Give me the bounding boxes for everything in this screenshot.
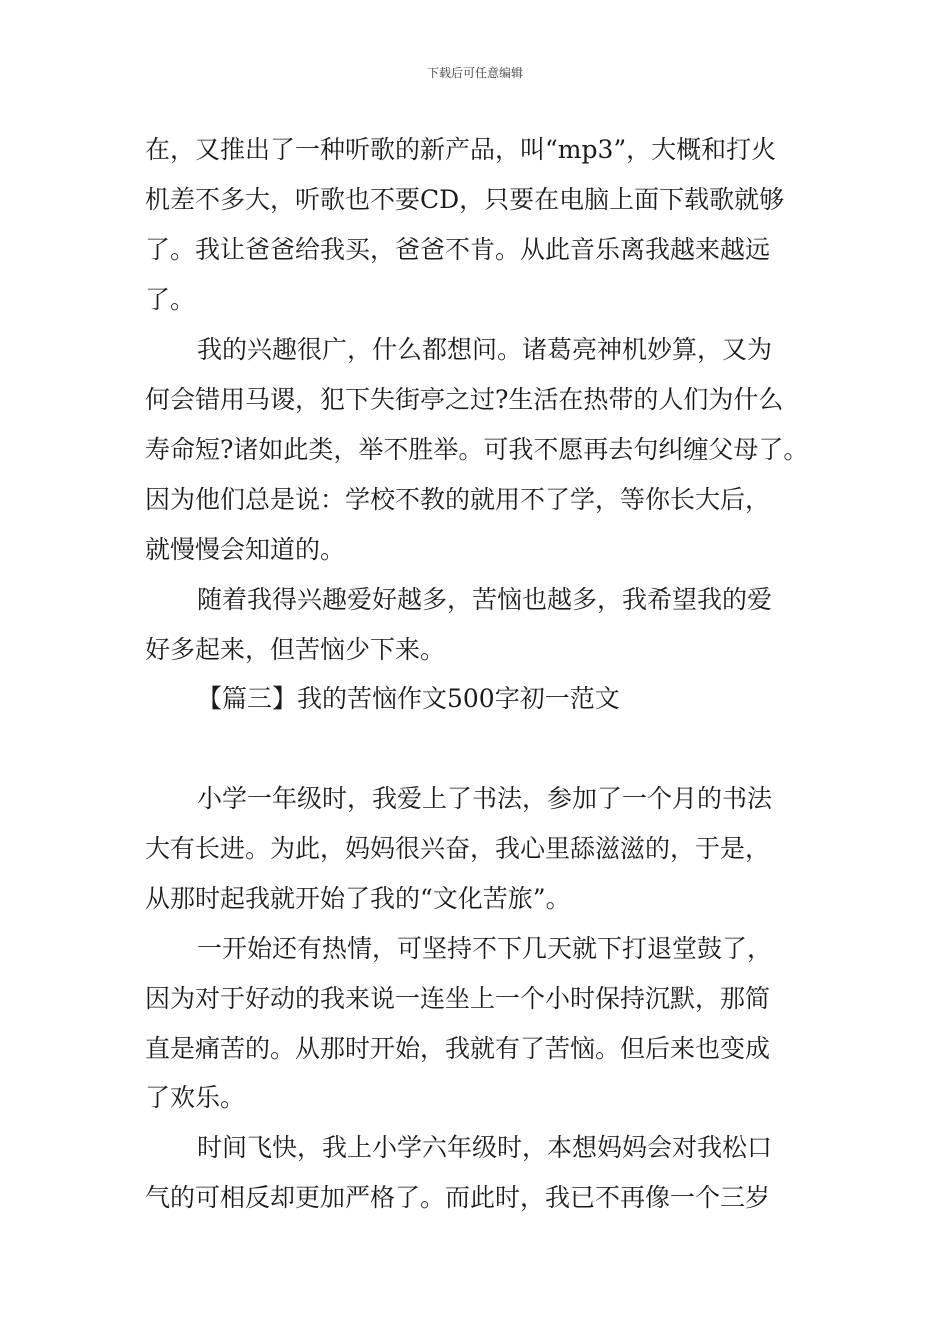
text-line: 寿命短?诸如此类，举不胜举。可我不愿再去句纠缠父母了。	[145, 435, 809, 464]
text-line: 我的兴趣很广，什么都想问。诸葛亮神机妙算，又为	[197, 335, 773, 364]
text-line: 在，又推出了一种听歌的新产品，叫“mp3”，大概和打火	[145, 135, 777, 164]
page-header: 下载后可任意编辑	[426, 66, 523, 80]
text-line: 大有长进。为此，妈妈很兴奋，我心里舔滋滋的，于是，	[145, 834, 771, 863]
text-line: 了。	[145, 285, 196, 314]
text-line: 好多起来，但苦恼少下来。	[145, 635, 446, 664]
text-line: 机差不多大，听歌也不要CD，只要在电脑上面下载歌就够	[145, 185, 785, 214]
text-line: 就慢慢会知道的。	[145, 535, 346, 564]
text-line: 时间飞快，我上小学六年级时，本想妈妈会对我松口	[197, 1133, 773, 1162]
text-line: 一开始还有热情，可坚持不下几天就下打退堂鼓了，	[197, 934, 773, 963]
text-line: 随着我得兴趣爱好越多，苦恼也越多，我希望我的爱	[197, 585, 773, 614]
text-line: 了欢乐。	[145, 1083, 246, 1112]
text-line: 因为对于好动的我来说一连坐上一个小时保持沉默，那简	[145, 984, 771, 1013]
text-line: 小学一年级时，我爱上了书法，参加了一个月的书法	[197, 784, 773, 813]
text-line: 了。我让爸爸给我买，爸爸不肯。从此音乐离我越来越远	[145, 235, 771, 264]
text-line: 何会错用马谡，犯下失街亭之过?生活在热带的人们为什么	[145, 385, 784, 414]
text-line: 从那时起我就开始了我的“文化苦旅”。	[145, 884, 571, 913]
text-line: 气的可相反却更加严格了。而此时，我已不再像一个三岁	[145, 1183, 771, 1212]
text-line: 因为他们总是说：学校不教的就用不了学，等你长大后，	[145, 485, 771, 514]
section-heading: 【篇三】我的苦恼作文500字初一范文	[197, 684, 620, 713]
text-line: 直是痛苦的。从那时开始，我就有了苦恼。但后来也变成	[145, 1034, 771, 1063]
